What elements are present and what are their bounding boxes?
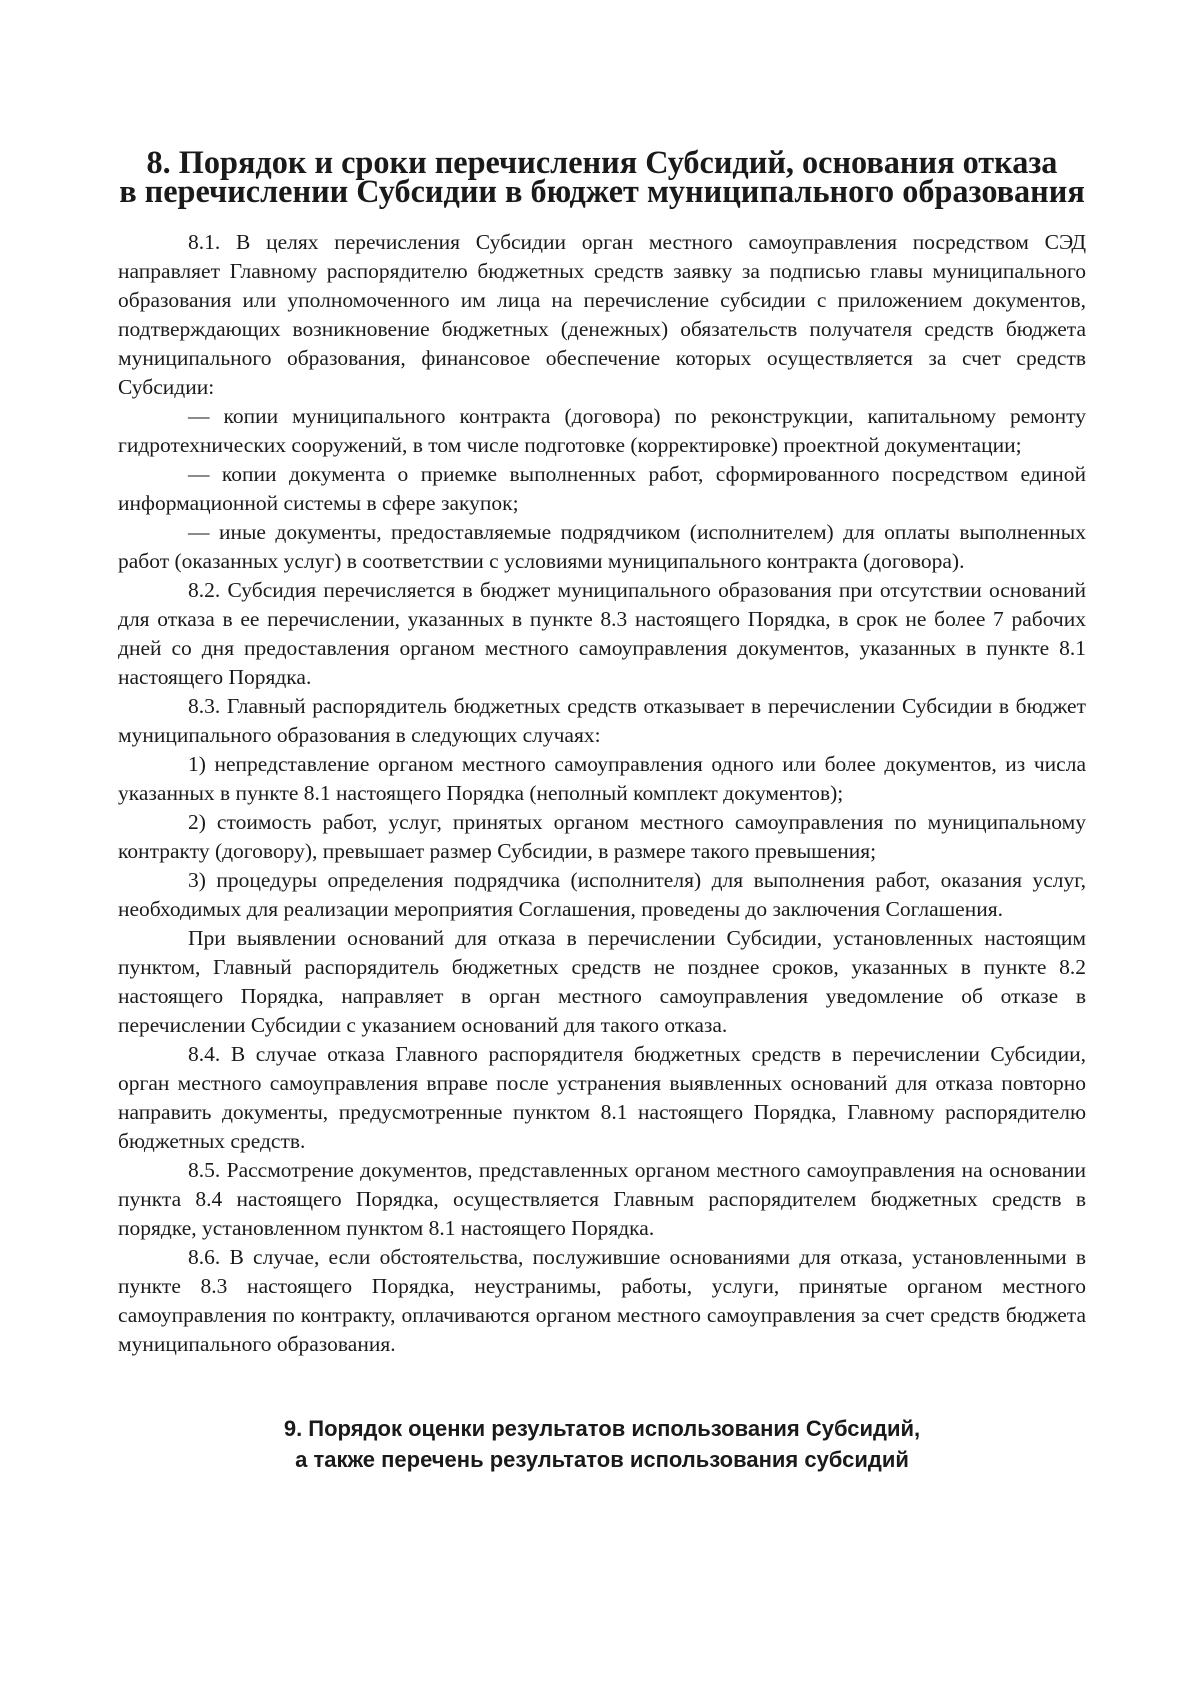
paragraph-8-3: 8.3. Главный распорядитель бюджетных средств отказывает в перечислении Субсидии в бюджет муниципального образования в следующих случаях: [118, 694, 1086, 747]
section-8-body [118, 228, 1086, 1359]
paragraph-8-6: 8.6. В случае, если обстоятельства, послужившие основаниями для отказа, установленными в пункте 8.3 настоящего Порядка, неустранимы, работы, услуги, принятые органом местного самоуправления по контракту, оплачиваются органом местного самоуправления за счет средств бюджета муниципального образования. [118, 1245, 1086, 1356]
paragraph-8-1: 8.1. В целях перечисления Субсидии орган местного самоуправления посредством СЭД направляет Главному распорядителю бюджетных средств заявку за подписью главы муниципального образования или уполномоченного им лица на перечисление субсидии с приложением документов, подтверждающих возникновение бюджетных (денежных) обязательств получателя средств бюджета муниципального образования, финансовое обеспечение которых осуществляется за счет средств Субсидии: [118, 230, 1086, 399]
document-page [118, 0, 1086, 1475]
paragraph-8-4: 8.4. В случае отказа Главного распорядителя бюджетных средств в перечислении Субсидии, орган местного самоуправления вправе после устранения выявленных оснований для отказа повторно направить документы, предусмотренные пунктом 8.1 настоящего Порядка, Главному распорядителю бюджетных средств. [118, 1042, 1086, 1153]
paragraph-8-5: 8.5. Рассмотрение документов, представленных органом местного самоуправления на основании пункта 8.4 настоящего Порядка, осуществляется Главным распорядителем бюджетных средств в порядке, установленном пунктом 8.1 настоящего Порядка. [118, 1158, 1086, 1240]
refusal-reason-2: 2) стоимость работ, услуг, принятых органом местного самоуправления по муниципальному контракту (договору), превышает размер Субсидии, в размере такого превышения; [118, 810, 1086, 863]
refusal-reason-3: 3) процедуры определения подрядчика (исполнителя) для выполнения работ, оказания услуг, необходимых для реализации мероприятия Соглашения, проведены до заключения Соглашения. [118, 868, 1086, 921]
section-8-heading-line-1: 8. Порядок и сроки перечисления Субсидий, основания отказа [146, 144, 1058, 180]
refusal-reason-1: 1) непредставление органом местного самоуправления одного или более документов, из числа указанных в пункте 8.1 настоящего Порядка (неполный комплект документов); [118, 752, 1086, 805]
section-8-heading-line-2: в перечислении Субсидии в бюджет муниципального образования [119, 173, 1085, 209]
section-9-heading [118, 1413, 1086, 1475]
section-8-heading [118, 144, 1086, 209]
list-item-acceptance-document: — копии документа о приемке выполненных работ, сформированного посредством единой информационной системы в сфере закупок; [118, 462, 1086, 515]
list-item-other-documents: — иные документы, предоставляемые подрядчиком (исполнителем) для оплаты выполненных работ (оказанных услуг) в соответствии с условиями муниципального контракта (договора). [118, 520, 1086, 573]
section-9-heading-line-1: 9. Порядок оценки результатов использования Субсидий, [283, 1416, 921, 1441]
paragraph-8-2: 8.2. Субсидия перечисляется в бюджет муниципального образования при отсутствии оснований для отказа в ее перечислении, указанных в пункте 8.3 настоящего Порядка, в срок не более 7 рабочих дней со дня предоставления органом местного самоуправления документов, указанных в пункте 8.1 настоящего Порядка. [118, 578, 1086, 689]
list-item-contract-copies: — копии муниципального контракта (договора) по реконструкции, капитальному ремонту гидротехнических сооружений, в том числе подготовке (корректировке) проектной документации; [118, 404, 1086, 457]
refusal-notification-paragraph: При выявлении оснований для отказа в перечислении Субсидии, установленных настоящим пунктом, Главный распорядитель бюджетных средств не позднее сроков, указанных в пункте 8.2 настоящего Порядка, направляет в орган местного самоуправления уведомление об отказе в перечислении Субсидии с указанием оснований для такого отказа. [118, 926, 1086, 1037]
section-9-heading-line-2: а также перечень результатов использования субсидий [295, 1447, 909, 1472]
